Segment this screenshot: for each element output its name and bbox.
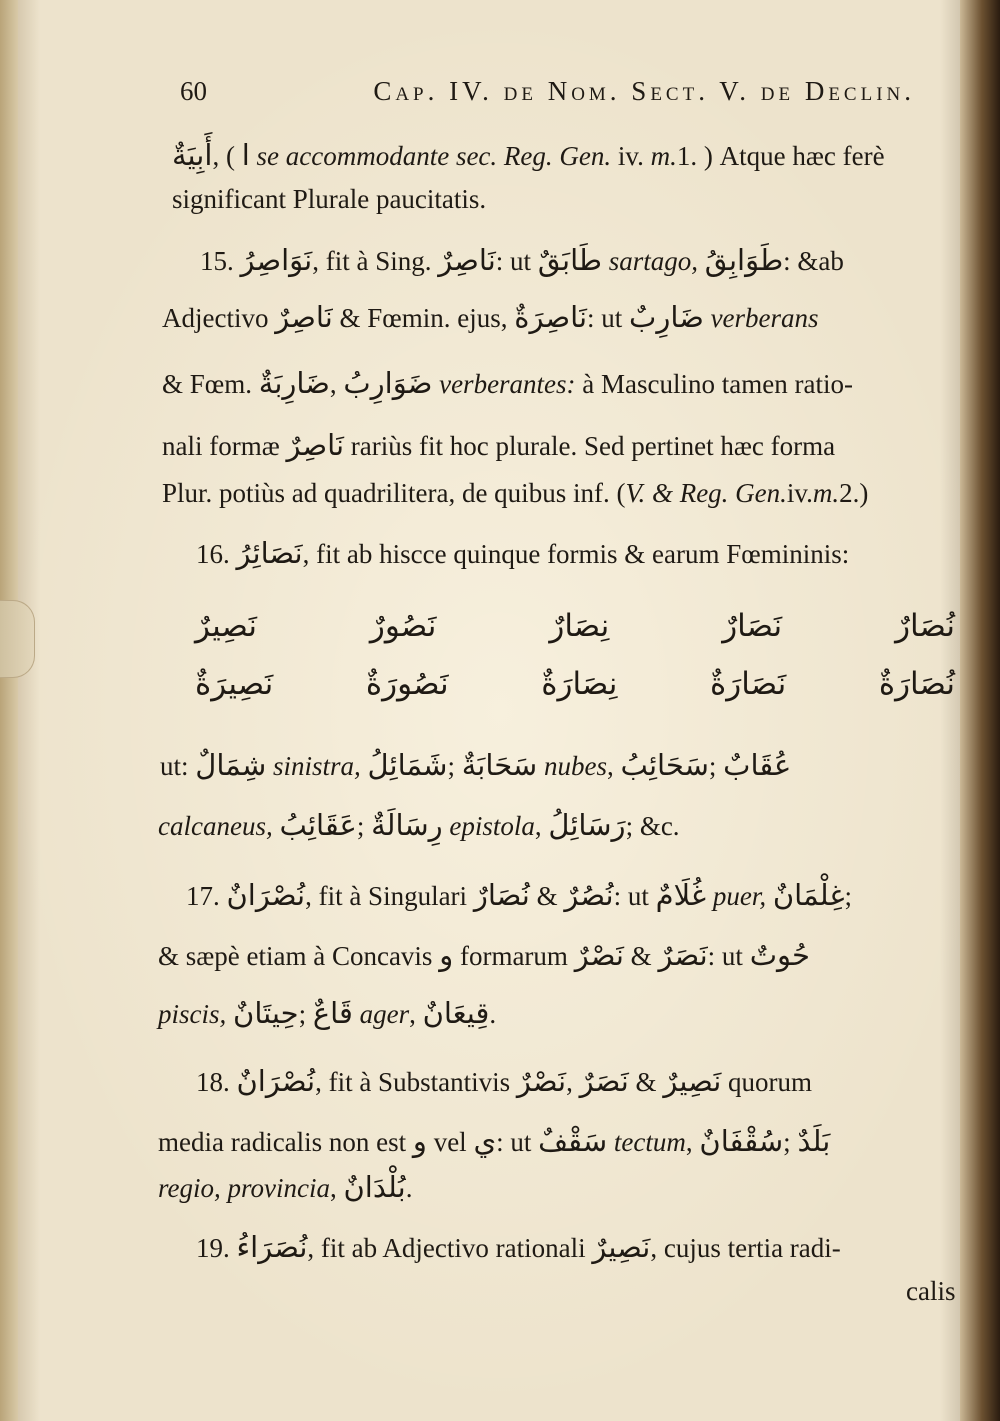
latin-text: & <box>623 941 659 971</box>
form-grid-row-2 <box>195 666 955 702</box>
latin-text: 15. <box>200 246 241 276</box>
latin-text: . <box>405 1173 413 1203</box>
arabic-word: نَاصِرٌ <box>438 243 496 277</box>
arabic-word: نُصَارٌ <box>473 878 530 912</box>
latin-text: rariùs fit hoc plurale. Sed pertinet hæc forma <box>344 431 836 461</box>
latin-italic-text: verberans <box>703 303 819 333</box>
latin-text: : ut <box>707 941 750 971</box>
text-line-5 <box>162 366 853 400</box>
latin-text: iv. <box>786 478 813 508</box>
latin-text: vel <box>426 1127 474 1157</box>
latin-text: : ut <box>613 881 656 911</box>
arabic-word: نُصُرٌ <box>564 878 614 912</box>
form-grid-cell: نِصَارَةٌ <box>541 666 618 702</box>
text-line-3 <box>200 243 844 277</box>
form-grid-cell: نُصَارَةٌ <box>878 666 955 702</box>
arabic-word: نَصَرٌ <box>658 938 708 972</box>
arabic-word: بَلَدٌ <box>797 1124 831 1158</box>
text-line-6 <box>162 428 835 462</box>
latin-text: : ut <box>496 1127 539 1157</box>
latin-text: significant Plurale paucitatis. <box>172 184 487 214</box>
page-left-edge <box>0 0 18 1421</box>
latin-text: ; <box>708 751 724 781</box>
page-tab-mark <box>0 600 35 678</box>
text-line-9 <box>160 748 791 782</box>
form-grid-cell: نَصَارٌ <box>722 608 783 644</box>
text-line-11 <box>186 878 852 912</box>
latin-text: calis <box>906 1276 956 1306</box>
latin-text: 1. ) Atque hæc ferè <box>676 141 885 171</box>
latin-text: 18. <box>196 1067 237 1097</box>
arabic-word: و <box>439 938 454 972</box>
latin-text: Plur. potiùs ad quadrilitera, de quibus inf. ( <box>162 478 626 508</box>
latin-text: , <box>329 1173 344 1203</box>
latin-italic-text: tectum <box>607 1127 686 1157</box>
arabic-word: شَمَائِلُ <box>367 748 448 782</box>
latin-italic-text: ager <box>352 999 410 1029</box>
arabic-word: نُصْرَانٌ <box>236 1064 316 1098</box>
arabic-word: سَحَابَةٌ <box>461 748 538 782</box>
arabic-word: و <box>412 1124 427 1158</box>
arabic-word: نُصَرَاءُ <box>236 1230 308 1264</box>
arabic-word: حِيتَانٌ <box>233 996 299 1030</box>
arabic-word: ضَارِبٌ <box>629 300 704 334</box>
latin-text: nali formæ <box>162 431 287 461</box>
latin-text: à Masculino tamen ratio- <box>575 369 853 399</box>
latin-text: & <box>529 881 565 911</box>
latin-text: , <box>566 1067 580 1097</box>
latin-italic-text: sartago, <box>602 246 705 276</box>
latin-text: , fit à Singulari <box>305 881 474 911</box>
arabic-word: نَاصِرٌ <box>275 300 333 334</box>
latin-text: quorum <box>721 1067 813 1097</box>
text-line-18 <box>906 1276 955 1307</box>
text-line-10 <box>158 808 680 842</box>
arabic-word: سَقْفٌ <box>538 1124 608 1158</box>
form-grid-cell: نَصِيرٌ <box>195 608 257 644</box>
latin-italic-text: calcaneus, <box>158 811 280 841</box>
arabic-word: غُلَامٌ <box>655 878 707 912</box>
arabic-word: رَسَائِلُ <box>548 808 626 842</box>
arabic-word: بُلْدَانٌ <box>343 1170 406 1204</box>
text-line-16 <box>158 1170 412 1204</box>
latin-italic-text: epistola <box>442 811 535 841</box>
form-grid-cell: نَصُورَةٌ <box>365 666 449 702</box>
arabic-word: ا <box>241 138 250 172</box>
arabic-word: نَاصِرٌ <box>286 428 345 462</box>
latin-text: , <box>534 811 549 841</box>
arabic-word: نَصَرٌ <box>579 1064 629 1098</box>
form-grid-cell: نَصَارَةٌ <box>710 666 787 702</box>
latin-text: 19. <box>196 1233 237 1263</box>
arabic-word: نَوَاصِرُ <box>240 243 313 277</box>
latin-text: ; <box>783 1127 798 1157</box>
latin-text: ; <box>298 999 313 1029</box>
arabic-word: نَصْرٌ <box>516 1064 567 1098</box>
form-grid-cell: نُصَارٌ <box>895 608 955 644</box>
arabic-word: ضَوَارِبُ <box>343 366 433 400</box>
text-line-4 <box>162 300 819 334</box>
arabic-word: نَصَائِرُ <box>236 536 303 570</box>
latin-text: 16. <box>196 539 237 569</box>
text-line-17 <box>196 1230 841 1264</box>
latin-italic-text: sinistra, <box>266 751 368 781</box>
text-line-14 <box>196 1064 812 1098</box>
arabic-word: طَابَقٌ <box>537 243 602 277</box>
latin-text: , <box>685 1127 700 1157</box>
text-line-12 <box>158 938 810 972</box>
latin-text: , <box>606 751 621 781</box>
arabic-word: قَاعٌ <box>312 996 353 1030</box>
latin-text: . <box>489 999 497 1029</box>
arabic-word: نَصْرٌ <box>574 938 624 972</box>
latin-text: ; <box>447 751 462 781</box>
arabic-word: أَبِيَةٌ <box>172 138 213 172</box>
latin-text: , <box>409 999 423 1029</box>
text-line-2 <box>172 184 486 215</box>
latin-italic-text: puer, <box>706 881 773 911</box>
arabic-word: سُقْفَانٌ <box>699 1124 784 1158</box>
latin-text: media radicalis non est <box>158 1127 413 1157</box>
latin-text: & <box>628 1067 664 1097</box>
arabic-word: نُصْرَانٌ <box>226 878 306 912</box>
latin-text: iv. <box>617 141 651 171</box>
latin-text: ; <box>356 811 372 841</box>
arabic-word: غِلْمَانٌ <box>772 878 845 912</box>
latin-text: & sæpè etiam à Concavis <box>158 941 440 971</box>
latin-text: 17. <box>186 881 227 911</box>
arabic-word: حُوتٌ <box>749 938 810 972</box>
form-grid-row-1 <box>195 608 955 644</box>
latin-text: , cujus tertia radi- <box>650 1233 841 1263</box>
latin-italic-text: V. & Reg. Gen. <box>625 478 787 508</box>
page-header <box>180 76 915 107</box>
arabic-word: نَصِيرٌ <box>663 1064 722 1098</box>
arabic-word: ي <box>473 1124 497 1158</box>
latin-text: : ut <box>495 246 538 276</box>
arabic-word: ضَارِبَةٌ <box>258 366 330 400</box>
arabic-word: طَوَابِقُ <box>704 243 784 277</box>
form-grid-cell: نَصِيرَةٌ <box>195 666 274 702</box>
arabic-word: شِمَالٌ <box>195 748 267 782</box>
latin-text: formarum <box>453 941 575 971</box>
text-line-15 <box>158 1124 830 1158</box>
latin-italic-text: verberantes: <box>432 369 576 399</box>
latin-text: & Fœmin. ejus, <box>332 303 515 333</box>
latin-text: : &ab <box>783 246 844 276</box>
arabic-word: عَقَائِبُ <box>279 808 357 842</box>
arabic-word: سَحَائِبُ <box>620 748 709 782</box>
arabic-word: عُقَابٌ <box>723 748 792 782</box>
arabic-word: نَاصِرَةٌ <box>514 300 588 334</box>
form-grid-cell: نِصَارٌ <box>549 608 610 644</box>
arabic-word: قِيعَانٌ <box>422 996 490 1030</box>
latin-text: ; &c. <box>625 811 680 841</box>
arabic-word: رِسَالَةٌ <box>371 808 443 842</box>
latin-text: ; <box>844 881 853 911</box>
latin-italic-text: regio, provincia <box>158 1173 330 1203</box>
running-head: Cap. IV. de Nom. Sect. V. de Declin. <box>373 76 915 106</box>
latin-text: , fit à Sing. <box>312 246 439 276</box>
latin-text: & Fœm. <box>162 369 259 399</box>
latin-italic-text: m. <box>650 141 677 171</box>
latin-italic-text: m. <box>812 478 840 508</box>
latin-italic-text: se accommodante sec. Reg. Gen. <box>249 141 618 171</box>
book-spine-edge <box>960 0 1000 1421</box>
latin-text: Adjectivo <box>162 303 276 333</box>
latin-text: , <box>329 369 344 399</box>
latin-text: , ( <box>212 141 242 171</box>
text-line-8 <box>196 536 849 570</box>
form-grid-cell: نَصُورٌ <box>369 608 437 644</box>
text-line-13 <box>158 996 496 1030</box>
latin-italic-text: piscis, <box>158 999 234 1029</box>
text-line-1 <box>172 138 885 172</box>
latin-text: ut: <box>160 751 196 781</box>
latin-text: , fit ab hiscce quinque formis & earum Fœmininis: <box>302 539 850 569</box>
page-number: 60 <box>180 76 207 106</box>
text-line-7 <box>162 478 868 509</box>
arabic-word: نَصِيرٌ <box>592 1230 651 1264</box>
latin-italic-text: nubes <box>537 751 607 781</box>
latin-text: , fit ab Adjectivo rationali <box>307 1233 593 1263</box>
latin-text: 2.) <box>839 478 869 508</box>
latin-text: : ut <box>587 303 630 333</box>
latin-text: , fit à Substantivis <box>315 1067 517 1097</box>
